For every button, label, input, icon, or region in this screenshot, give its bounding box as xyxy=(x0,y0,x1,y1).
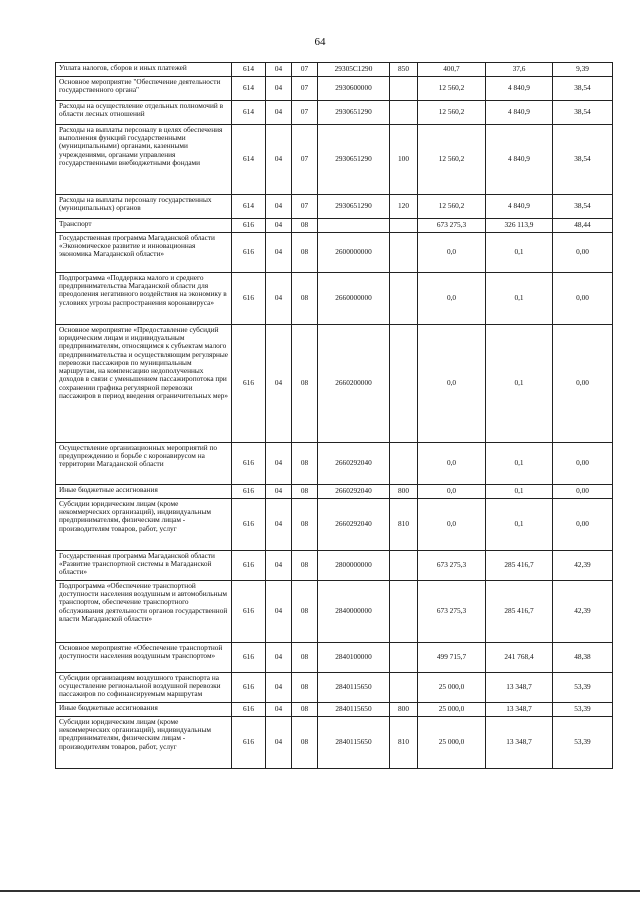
cell-percent: 42,39 xyxy=(553,581,613,643)
cell-percent: 38,54 xyxy=(553,195,613,219)
cell-vr xyxy=(390,219,418,233)
cell-pr: 08 xyxy=(292,643,318,673)
cell-rz: 04 xyxy=(266,63,292,77)
table-row xyxy=(56,551,613,581)
cell-plan: 673 275,3 xyxy=(418,551,486,581)
cell-name: Расходы на выплаты персоналу в целях обеспечения выполнения функций государственными (муниципальными) органами, казенными учреждениями, органами управления государственными внебюджетными фондами xyxy=(56,125,232,195)
cell-fact: 13 348,7 xyxy=(486,673,553,703)
cell-vr xyxy=(390,273,418,325)
cell-fact: 285 416,7 xyxy=(486,581,553,643)
cell-plan: 673 275,3 xyxy=(418,581,486,643)
cell-name: Расходы на выплаты персоналу государственных (муниципальных) органов xyxy=(56,195,232,219)
cell-percent: 0,00 xyxy=(553,499,613,551)
cell-plan: 12 560,2 xyxy=(418,101,486,125)
cell-ved: 616 xyxy=(232,325,266,443)
cell-ved: 616 xyxy=(232,643,266,673)
cell-name: Осуществление организационных мероприятий по предупреждению и борьбе с коронавирусом на территории Магаданской области xyxy=(56,443,232,485)
cell-vr: 810 xyxy=(390,717,418,769)
cell-ved: 616 xyxy=(232,499,266,551)
cell-plan: 0,0 xyxy=(418,443,486,485)
cell-rz: 04 xyxy=(266,703,292,717)
cell-vr xyxy=(390,101,418,125)
cell-vr: 850 xyxy=(390,63,418,77)
cell-fact: 0,1 xyxy=(486,325,553,443)
cell-rz: 04 xyxy=(266,485,292,499)
cell-ved: 614 xyxy=(232,77,266,101)
cell-ved: 616 xyxy=(232,581,266,643)
cell-csr: 2660000000 xyxy=(318,273,390,325)
cell-percent: 38,54 xyxy=(553,125,613,195)
cell-percent: 9,39 xyxy=(553,63,613,77)
cell-fact: 326 113,9 xyxy=(486,219,553,233)
cell-rz: 04 xyxy=(266,101,292,125)
cell-fact: 13 348,7 xyxy=(486,717,553,769)
cell-rz: 04 xyxy=(266,219,292,233)
cell-plan: 0,0 xyxy=(418,485,486,499)
cell-ved: 616 xyxy=(232,443,266,485)
page-bottom-rule xyxy=(0,890,640,892)
table-row xyxy=(56,443,613,485)
cell-name: Транспорт xyxy=(56,219,232,233)
cell-plan: 0,0 xyxy=(418,233,486,273)
cell-csr: 2840115650 xyxy=(318,703,390,717)
cell-percent: 0,00 xyxy=(553,233,613,273)
cell-ved: 614 xyxy=(232,195,266,219)
cell-percent: 53,39 xyxy=(553,673,613,703)
cell-percent: 48,38 xyxy=(553,643,613,673)
cell-pr: 07 xyxy=(292,77,318,101)
cell-ved: 614 xyxy=(232,101,266,125)
cell-rz: 04 xyxy=(266,195,292,219)
cell-vr: 120 xyxy=(390,195,418,219)
cell-ved: 616 xyxy=(232,273,266,325)
cell-name: Расходы на осуществление отдельных полномочий в области лесных отношений xyxy=(56,101,232,125)
cell-name: Субсидии юридическим лицам (кроме некоммерческих организаций), индивидуальным предпринимателям, физическим лицам - производителям товаров, работ, услуг xyxy=(56,499,232,551)
cell-rz: 04 xyxy=(266,233,292,273)
cell-csr: 2660292040 xyxy=(318,485,390,499)
table-row xyxy=(56,325,613,443)
cell-fact: 0,1 xyxy=(486,485,553,499)
cell-vr xyxy=(390,673,418,703)
cell-fact: 4 840,9 xyxy=(486,101,553,125)
cell-pr: 07 xyxy=(292,195,318,219)
cell-csr: 2840115650 xyxy=(318,717,390,769)
cell-plan: 400,7 xyxy=(418,63,486,77)
cell-ved: 616 xyxy=(232,703,266,717)
cell-percent: 42,39 xyxy=(553,551,613,581)
cell-pr: 08 xyxy=(292,219,318,233)
cell-name: Основное мероприятие «Обеспечение транспортной доступности населения воздушным транспортом» xyxy=(56,643,232,673)
cell-vr: 810 xyxy=(390,499,418,551)
cell-pr: 08 xyxy=(292,703,318,717)
cell-name: Иные бюджетные ассигнования xyxy=(56,485,232,499)
cell-name: Субсидии организациям воздушного транспорта на осуществление региональной воздушной перевозки пассажиров по софинансируемым маршрутам xyxy=(56,673,232,703)
cell-name: Государственная программа Магаданской области «Развитие транспортной системы в Магаданской области» xyxy=(56,551,232,581)
cell-plan: 25 000,0 xyxy=(418,673,486,703)
cell-pr: 07 xyxy=(292,63,318,77)
table-row xyxy=(56,77,613,101)
table-row xyxy=(56,703,613,717)
cell-pr: 08 xyxy=(292,273,318,325)
cell-rz: 04 xyxy=(266,581,292,643)
cell-fact: 0,1 xyxy=(486,273,553,325)
cell-csr: 2930651290 xyxy=(318,125,390,195)
cell-ved: 616 xyxy=(232,233,266,273)
cell-name: Подпрограмма «Обеспечение транспортной доступности населения воздушным и автомобильным транспортом, обеспечение транспортного обслуживания деятельности органов государственной власти Магаданской области» xyxy=(56,581,232,643)
cell-ved: 616 xyxy=(232,673,266,703)
cell-name: Основное мероприятие «Предоставление субсидий юридическим лицам и индивидуальным предпринимателям, относящимся к субъектам малого предпринимательства и осуществляющим регулярные перевозки пассажиров по муниципальным маршрутам, на компенсацию недополученных доходов в связи с уменьшением пассажиропотока при сохранении графика регулярной перевозки пассажиров в период введения ограничительных мер» xyxy=(56,325,232,443)
table-row xyxy=(56,485,613,499)
cell-percent: 0,00 xyxy=(553,485,613,499)
table-row xyxy=(56,63,613,77)
cell-ved: 614 xyxy=(232,125,266,195)
cell-percent: 0,00 xyxy=(553,325,613,443)
cell-vr: 800 xyxy=(390,703,418,717)
cell-csr: 2930651290 xyxy=(318,101,390,125)
table-row xyxy=(56,273,613,325)
cell-rz: 04 xyxy=(266,551,292,581)
budget-table xyxy=(55,62,613,769)
cell-plan: 499 715,7 xyxy=(418,643,486,673)
cell-pr: 07 xyxy=(292,101,318,125)
cell-rz: 04 xyxy=(266,643,292,673)
cell-csr xyxy=(318,219,390,233)
cell-vr xyxy=(390,77,418,101)
cell-rz: 04 xyxy=(266,499,292,551)
table-row xyxy=(56,125,613,195)
cell-fact: 0,1 xyxy=(486,233,553,273)
cell-csr: 2930600000 xyxy=(318,77,390,101)
cell-fact: 4 840,9 xyxy=(486,125,553,195)
cell-name: Государственная программа Магаданской области «Экономическое развитие и инновационная экономика Магаданской области» xyxy=(56,233,232,273)
cell-fact: 4 840,9 xyxy=(486,195,553,219)
cell-fact: 285 416,7 xyxy=(486,551,553,581)
cell-plan: 12 560,2 xyxy=(418,125,486,195)
cell-vr xyxy=(390,325,418,443)
cell-plan: 12 560,2 xyxy=(418,77,486,101)
cell-name: Подпрограмма «Поддержка малого и среднего предпринимательства Магаданской области для преодоления негативного воздействия на экономику в условиях угрозы распространения коронавируса» xyxy=(56,273,232,325)
cell-ved: 614 xyxy=(232,63,266,77)
table-row xyxy=(56,673,613,703)
cell-fact: 241 768,4 xyxy=(486,643,553,673)
cell-pr: 08 xyxy=(292,581,318,643)
cell-csr: 2840115650 xyxy=(318,673,390,703)
cell-ved: 616 xyxy=(232,219,266,233)
cell-pr: 08 xyxy=(292,499,318,551)
cell-name: Основное мероприятие "Обеспечение деятельности государственного органа" xyxy=(56,77,232,101)
cell-vr: 100 xyxy=(390,125,418,195)
cell-fact: 0,1 xyxy=(486,499,553,551)
cell-plan: 0,0 xyxy=(418,499,486,551)
cell-vr xyxy=(390,581,418,643)
cell-rz: 04 xyxy=(266,273,292,325)
cell-percent: 38,54 xyxy=(553,101,613,125)
cell-rz: 04 xyxy=(266,125,292,195)
cell-csr: 2930651290 xyxy=(318,195,390,219)
table-row xyxy=(56,219,613,233)
cell-csr: 29305С1290 xyxy=(318,63,390,77)
cell-plan: 0,0 xyxy=(418,325,486,443)
cell-fact: 4 840,9 xyxy=(486,77,553,101)
cell-percent: 0,00 xyxy=(553,443,613,485)
table-row xyxy=(56,499,613,551)
cell-vr xyxy=(390,233,418,273)
cell-rz: 04 xyxy=(266,717,292,769)
table-row xyxy=(56,717,613,769)
cell-vr xyxy=(390,643,418,673)
cell-csr: 2660200000 xyxy=(318,325,390,443)
cell-fact: 13 348,7 xyxy=(486,703,553,717)
cell-percent: 48,44 xyxy=(553,219,613,233)
cell-csr: 2800000000 xyxy=(318,551,390,581)
cell-name: Иные бюджетные ассигнования xyxy=(56,703,232,717)
cell-percent: 38,54 xyxy=(553,77,613,101)
cell-csr: 2840100000 xyxy=(318,643,390,673)
cell-pr: 07 xyxy=(292,125,318,195)
cell-plan: 25 000,0 xyxy=(418,703,486,717)
cell-rz: 04 xyxy=(266,673,292,703)
cell-csr: 2660292040 xyxy=(318,499,390,551)
cell-fact: 37,6 xyxy=(486,63,553,77)
cell-rz: 04 xyxy=(266,325,292,443)
cell-csr: 2600000000 xyxy=(318,233,390,273)
cell-pr: 08 xyxy=(292,325,318,443)
cell-fact: 0,1 xyxy=(486,443,553,485)
cell-pr: 08 xyxy=(292,551,318,581)
cell-percent: 53,39 xyxy=(553,717,613,769)
cell-ved: 616 xyxy=(232,717,266,769)
table-row xyxy=(56,233,613,273)
cell-pr: 08 xyxy=(292,233,318,273)
cell-percent: 53,39 xyxy=(553,703,613,717)
cell-percent: 0,00 xyxy=(553,273,613,325)
cell-csr: 2840000000 xyxy=(318,581,390,643)
table-row xyxy=(56,195,613,219)
cell-pr: 08 xyxy=(292,485,318,499)
cell-csr: 2660292040 xyxy=(318,443,390,485)
cell-rz: 04 xyxy=(266,77,292,101)
cell-plan: 25 000,0 xyxy=(418,717,486,769)
table-row xyxy=(56,581,613,643)
table-row xyxy=(56,643,613,673)
cell-name: Уплата налогов, сборов и иных платежей xyxy=(56,63,232,77)
cell-plan: 673 275,3 xyxy=(418,219,486,233)
cell-ved: 616 xyxy=(232,551,266,581)
cell-rz: 04 xyxy=(266,443,292,485)
cell-pr: 08 xyxy=(292,717,318,769)
cell-plan: 12 560,2 xyxy=(418,195,486,219)
cell-plan: 0,0 xyxy=(418,273,486,325)
table-body xyxy=(56,63,613,769)
table-row xyxy=(56,101,613,125)
cell-name: Субсидии юридическим лицам (кроме некоммерческих организаций), индивидуальным предпринимателям, физическим лицам - производителям товаров, работ, услуг xyxy=(56,717,232,769)
cell-ved: 616 xyxy=(232,485,266,499)
page-number: 64 xyxy=(314,36,326,48)
cell-pr: 08 xyxy=(292,673,318,703)
cell-vr xyxy=(390,551,418,581)
cell-pr: 08 xyxy=(292,443,318,485)
cell-vr: 800 xyxy=(390,485,418,499)
cell-vr xyxy=(390,443,418,485)
